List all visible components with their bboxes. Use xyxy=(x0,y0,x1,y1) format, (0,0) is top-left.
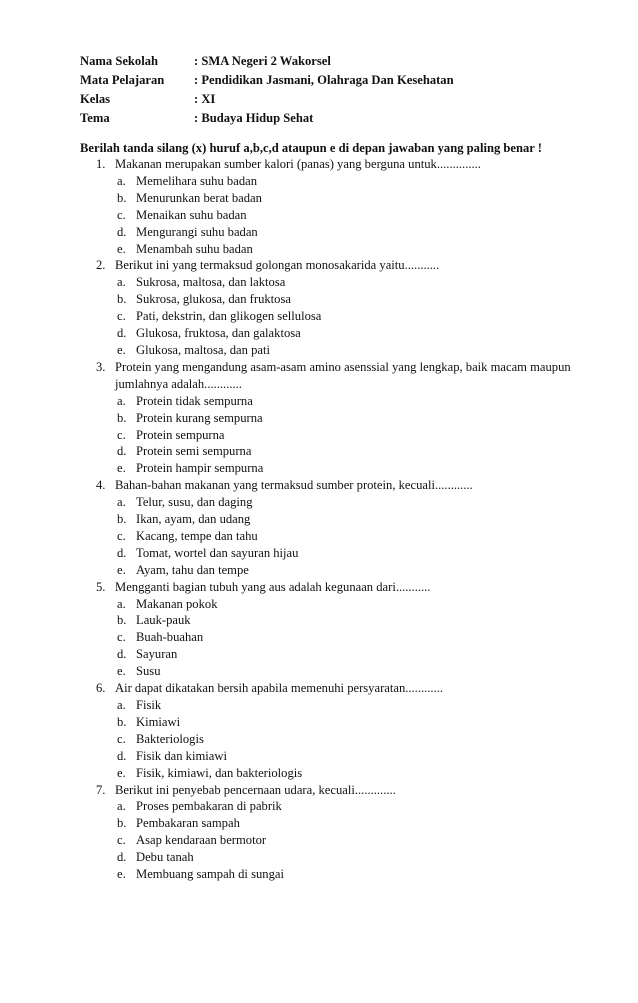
option-text: Menaikan suhu badan xyxy=(136,207,247,222)
question-text: Berikut ini penyebab pencernaan udara, kecuali............. xyxy=(115,782,396,797)
option-letter: b. xyxy=(117,190,127,205)
answer-options xyxy=(115,173,598,258)
answer-option xyxy=(115,342,598,359)
question-number: 2. xyxy=(96,258,106,273)
option-text: Mengurangi suhu badan xyxy=(136,224,258,239)
question-text: Bahan-bahan makanan yang termaksud sumber protein, kecuali............ xyxy=(115,478,473,493)
option-letter: a. xyxy=(117,495,126,510)
option-text: Protein tidak sempurna xyxy=(136,393,253,408)
option-letter: e. xyxy=(117,765,126,780)
option-text: Sayuran xyxy=(136,647,178,662)
question-number: 5. xyxy=(96,579,106,594)
option-letter: c. xyxy=(117,731,126,746)
answer-option xyxy=(115,443,598,460)
option-letter: e. xyxy=(117,461,126,476)
option-letter: c. xyxy=(117,207,126,222)
option-text: Proses pembakaran di pabrik xyxy=(136,799,282,814)
question-item xyxy=(0,359,638,477)
option-letter: c. xyxy=(117,309,126,324)
option-text: Memelihara suhu badan xyxy=(136,173,257,188)
answer-option xyxy=(115,832,598,849)
answer-option xyxy=(115,646,598,663)
option-letter: d. xyxy=(117,444,127,459)
option-text: Protein semi sempurna xyxy=(136,444,252,459)
answer-option xyxy=(115,274,598,291)
header-value: : XI xyxy=(194,92,216,106)
option-text: Menurunkan berat badan xyxy=(136,190,262,205)
question-number: 1. xyxy=(96,157,106,171)
option-text: Membuang sampah di sungai xyxy=(136,867,284,882)
option-text: Kacang, tempe dan tahu xyxy=(136,528,258,543)
option-text: Glukosa, maltosa, dan pati xyxy=(136,342,270,357)
answer-option xyxy=(115,731,598,748)
option-text: Pembakaran sampah xyxy=(136,816,240,831)
option-text: Fisik dan kimiawi xyxy=(136,748,227,763)
header-row xyxy=(80,71,454,90)
answer-option xyxy=(115,663,598,680)
option-letter: c. xyxy=(117,833,126,848)
option-text: Telur, susu, dan daging xyxy=(136,495,253,510)
header-value: : SMA Negeri 2 Wakorsel xyxy=(194,54,331,68)
question-number: 7. xyxy=(96,782,106,797)
answer-option xyxy=(115,765,598,782)
option-letter: e. xyxy=(117,342,126,357)
question-text: Mengganti bagian tubuh yang aus adalah kegunaan dari........... xyxy=(115,579,431,594)
question-item xyxy=(0,782,638,883)
option-letter: a. xyxy=(117,698,126,712)
answer-option xyxy=(115,460,598,477)
option-letter: a. xyxy=(117,393,126,408)
answer-option xyxy=(115,410,598,427)
option-letter: c. xyxy=(117,630,126,645)
option-text: Glukosa, fruktosa, dan galaktosa xyxy=(136,326,301,341)
header-row xyxy=(80,52,454,71)
question-text: Air dapat dikatakan bersih apabila memenuhi persyaratan............ xyxy=(115,681,444,696)
question-item xyxy=(0,680,638,781)
answer-option xyxy=(115,427,598,444)
answer-option xyxy=(115,494,598,511)
option-text: Asap kendaraan bermotor xyxy=(136,833,267,848)
answer-option xyxy=(115,308,598,325)
answer-option xyxy=(115,511,598,528)
option-letter: b. xyxy=(117,613,127,628)
answer-option xyxy=(115,241,598,258)
answer-option xyxy=(115,748,598,765)
answer-options xyxy=(115,274,598,359)
option-letter: a. xyxy=(117,799,126,814)
header-row xyxy=(80,90,454,109)
option-text: Ayam, tahu dan tempe xyxy=(136,562,249,577)
answer-option xyxy=(115,325,598,342)
option-text: Bakteriologis xyxy=(136,731,204,746)
question-text: Protein yang mengandung asam-asam amino asenssial yang lengkap, baik macam maupun jumlahnya adalah............ xyxy=(115,359,571,391)
answer-options xyxy=(115,393,598,478)
option-text: Ikan, ayam, dan udang xyxy=(136,512,251,527)
option-letter: c. xyxy=(117,528,126,543)
header-info xyxy=(80,52,454,128)
answer-option xyxy=(115,528,598,545)
option-text: Makanan pokok xyxy=(136,596,218,611)
option-letter: b. xyxy=(117,410,127,425)
header-value: : Pendidikan Jasmani, Olahraga Dan Kesehatan xyxy=(194,73,454,87)
option-text: Fisik xyxy=(136,698,162,712)
option-text: Kimiawi xyxy=(136,714,181,729)
question-text: Makanan merupakan sumber kalori (panas) yang berguna untuk.............. xyxy=(115,157,481,171)
option-letter: d. xyxy=(117,748,127,763)
option-text: Debu tanah xyxy=(136,850,194,865)
option-letter: c. xyxy=(117,427,126,442)
option-text: Tomat, wortel dan sayuran hijau xyxy=(136,545,299,560)
answer-option xyxy=(115,173,598,190)
answer-options xyxy=(115,798,598,883)
instruction-text: Berilah tanda silang (x) huruf a,b,c,d ataupun e di depan jawaban yang paling benar ! xyxy=(80,141,542,155)
option-text: Menambah suhu badan xyxy=(136,241,253,256)
option-text: Buah-buahan xyxy=(136,630,204,645)
header-label: Tema xyxy=(80,111,110,125)
option-letter: e. xyxy=(117,664,126,679)
option-text: Pati, dekstrin, dan glikogen sellulosa xyxy=(136,309,322,324)
option-letter: b. xyxy=(117,292,127,307)
option-letter: b. xyxy=(117,714,127,729)
option-text: Susu xyxy=(136,664,161,679)
answer-option xyxy=(115,393,598,410)
question-item xyxy=(0,579,638,680)
option-text: Protein hampir sempurna xyxy=(136,461,264,476)
question-number: 6. xyxy=(96,681,106,696)
option-letter: a. xyxy=(117,596,126,611)
question-text: Berikut ini yang termaksud golongan monosakarida yaitu........... xyxy=(115,258,440,273)
option-letter: e. xyxy=(117,241,126,256)
answer-option xyxy=(115,866,598,883)
answer-option xyxy=(115,190,598,207)
option-letter: d. xyxy=(117,647,127,662)
header-label: Nama Sekolah xyxy=(80,54,159,68)
question-number: 3. xyxy=(96,359,106,374)
answer-option xyxy=(115,714,598,731)
option-text: Protein sempurna xyxy=(136,427,225,442)
option-text: Sukrosa, maltosa, dan laktosa xyxy=(136,275,286,290)
answer-option xyxy=(115,849,598,866)
answer-option xyxy=(115,545,598,562)
answer-option xyxy=(115,612,598,629)
answer-option xyxy=(115,207,598,224)
answer-options xyxy=(115,697,598,782)
answer-options xyxy=(115,494,598,579)
answer-option xyxy=(115,562,598,579)
question-list xyxy=(0,156,638,883)
answer-option xyxy=(115,815,598,832)
option-letter: a. xyxy=(117,173,126,188)
answer-option xyxy=(115,697,598,714)
question-item xyxy=(0,156,638,257)
question-item xyxy=(0,477,638,578)
option-letter: d. xyxy=(117,326,127,341)
option-letter: d. xyxy=(117,224,127,239)
question-number: 4. xyxy=(96,478,106,493)
answer-option xyxy=(115,224,598,241)
header-value: : Budaya Hidup Sehat xyxy=(194,111,314,125)
option-letter: a. xyxy=(117,275,126,290)
answer-option xyxy=(115,596,598,613)
option-letter: d. xyxy=(117,545,127,560)
header-label: Kelas xyxy=(80,92,111,106)
option-text: Lauk-pauk xyxy=(136,613,191,628)
option-letter: b. xyxy=(117,816,127,831)
answer-option xyxy=(115,629,598,646)
answer-options xyxy=(115,596,598,681)
option-letter: e. xyxy=(117,562,126,577)
question-item xyxy=(0,257,638,358)
option-letter: d. xyxy=(117,850,127,865)
option-text: Fisik, kimiawi, dan bakteriologis xyxy=(136,765,303,780)
answer-option xyxy=(115,291,598,308)
header-row xyxy=(80,109,454,128)
answer-option xyxy=(115,798,598,815)
option-text: Protein kurang sempurna xyxy=(136,410,263,425)
header-label: Mata Pelajaran xyxy=(80,73,165,87)
option-letter: b. xyxy=(117,512,127,527)
option-letter: e. xyxy=(117,867,126,882)
option-text: Sukrosa, glukosa, dan fruktosa xyxy=(136,292,291,307)
